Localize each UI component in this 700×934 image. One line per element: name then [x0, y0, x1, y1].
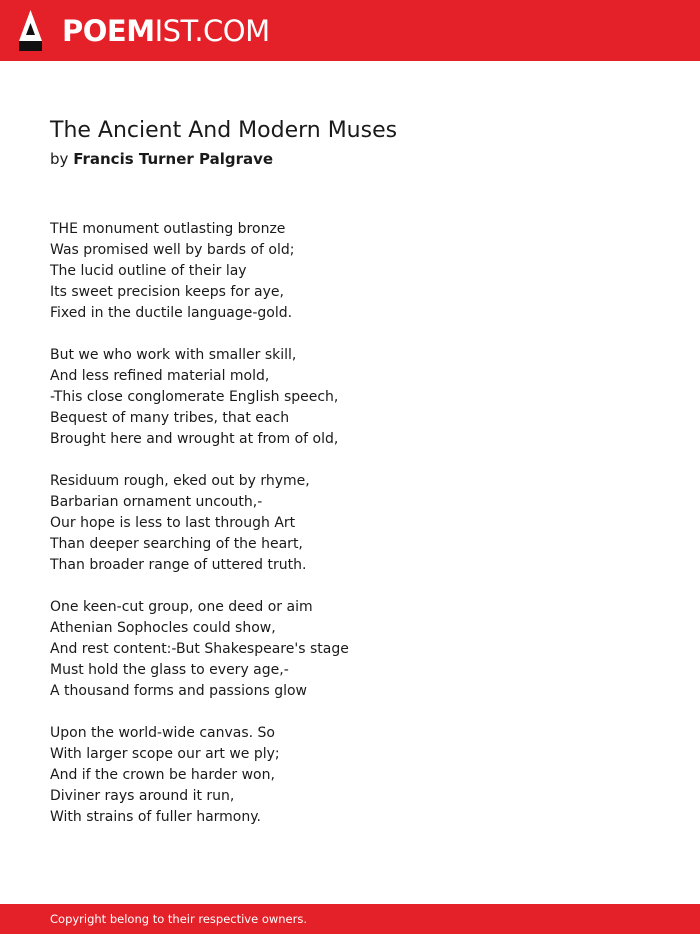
poem-line: And if the crown be harder won,: [50, 767, 275, 783]
poem-line: The lucid outline of their lay: [50, 263, 247, 279]
stanza: [50, 597, 650, 702]
poem-line: Than deeper searching of the heart,: [50, 536, 303, 552]
poem-line: Upon the world-wide canvas. So: [50, 725, 275, 741]
byline: [50, 149, 273, 169]
site-header: [0, 0, 700, 61]
poem-line: But we who work with smaller skill,: [50, 347, 297, 363]
poem-line: Barbarian ornament uncouth,-: [50, 494, 263, 510]
stanza: [50, 471, 650, 576]
stanza: [50, 345, 650, 450]
poem-line: Brought here and wrought at from of old,: [50, 431, 339, 447]
stanza: [50, 219, 650, 324]
poem-line: Was promised well by bards of old;: [50, 242, 295, 258]
stanza: [50, 723, 650, 828]
poem-line: One keen-cut group, one deed or aim: [50, 599, 313, 615]
poem-line: Residuum rough, eked out by rhyme,: [50, 473, 310, 489]
poem-line: Diviner rays around it run,: [50, 788, 235, 804]
poem-title: The Ancient And Modern Muses: [50, 118, 398, 143]
poem-line: Fixed in the ductile language-gold.: [50, 305, 293, 321]
poem-body: [50, 219, 650, 849]
brand-bold: POEM: [62, 14, 155, 48]
poem-line: Athenian Sophocles could show,: [50, 620, 276, 636]
brand-logo-text[interactable]: [62, 13, 270, 49]
poem-line: A thousand forms and passions glow: [50, 683, 308, 699]
author-name: Francis Turner Palgrave: [73, 150, 274, 168]
by-label: by: [50, 150, 69, 168]
poem-line: Our hope is less to last through Art: [50, 515, 296, 531]
poem-line: THE monument outlasting bronze: [50, 221, 286, 237]
site-footer: [0, 904, 700, 934]
poem-line: And rest content:-But Shakespeare's stage: [50, 641, 349, 657]
poem-line: Bequest of many tribes, that each: [50, 410, 290, 426]
poem-line: Must hold the glass to every age,-: [50, 662, 289, 678]
pencil-tip-icon[interactable]: [18, 10, 43, 51]
poem-line: Its sweet precision keeps for aye,: [50, 284, 284, 300]
poem-line: With larger scope our art we ply;: [50, 746, 280, 762]
poem-line: Than broader range of uttered truth.: [50, 557, 307, 573]
poem-line: With strains of fuller harmony.: [50, 809, 261, 825]
poem-line: -This close conglomerate English speech,: [50, 389, 339, 405]
brand-light: IST.COM: [154, 14, 270, 48]
poem-line: And less refined material mold,: [50, 368, 270, 384]
copyright-notice: Copyright belong to their respective owners.: [50, 912, 308, 926]
